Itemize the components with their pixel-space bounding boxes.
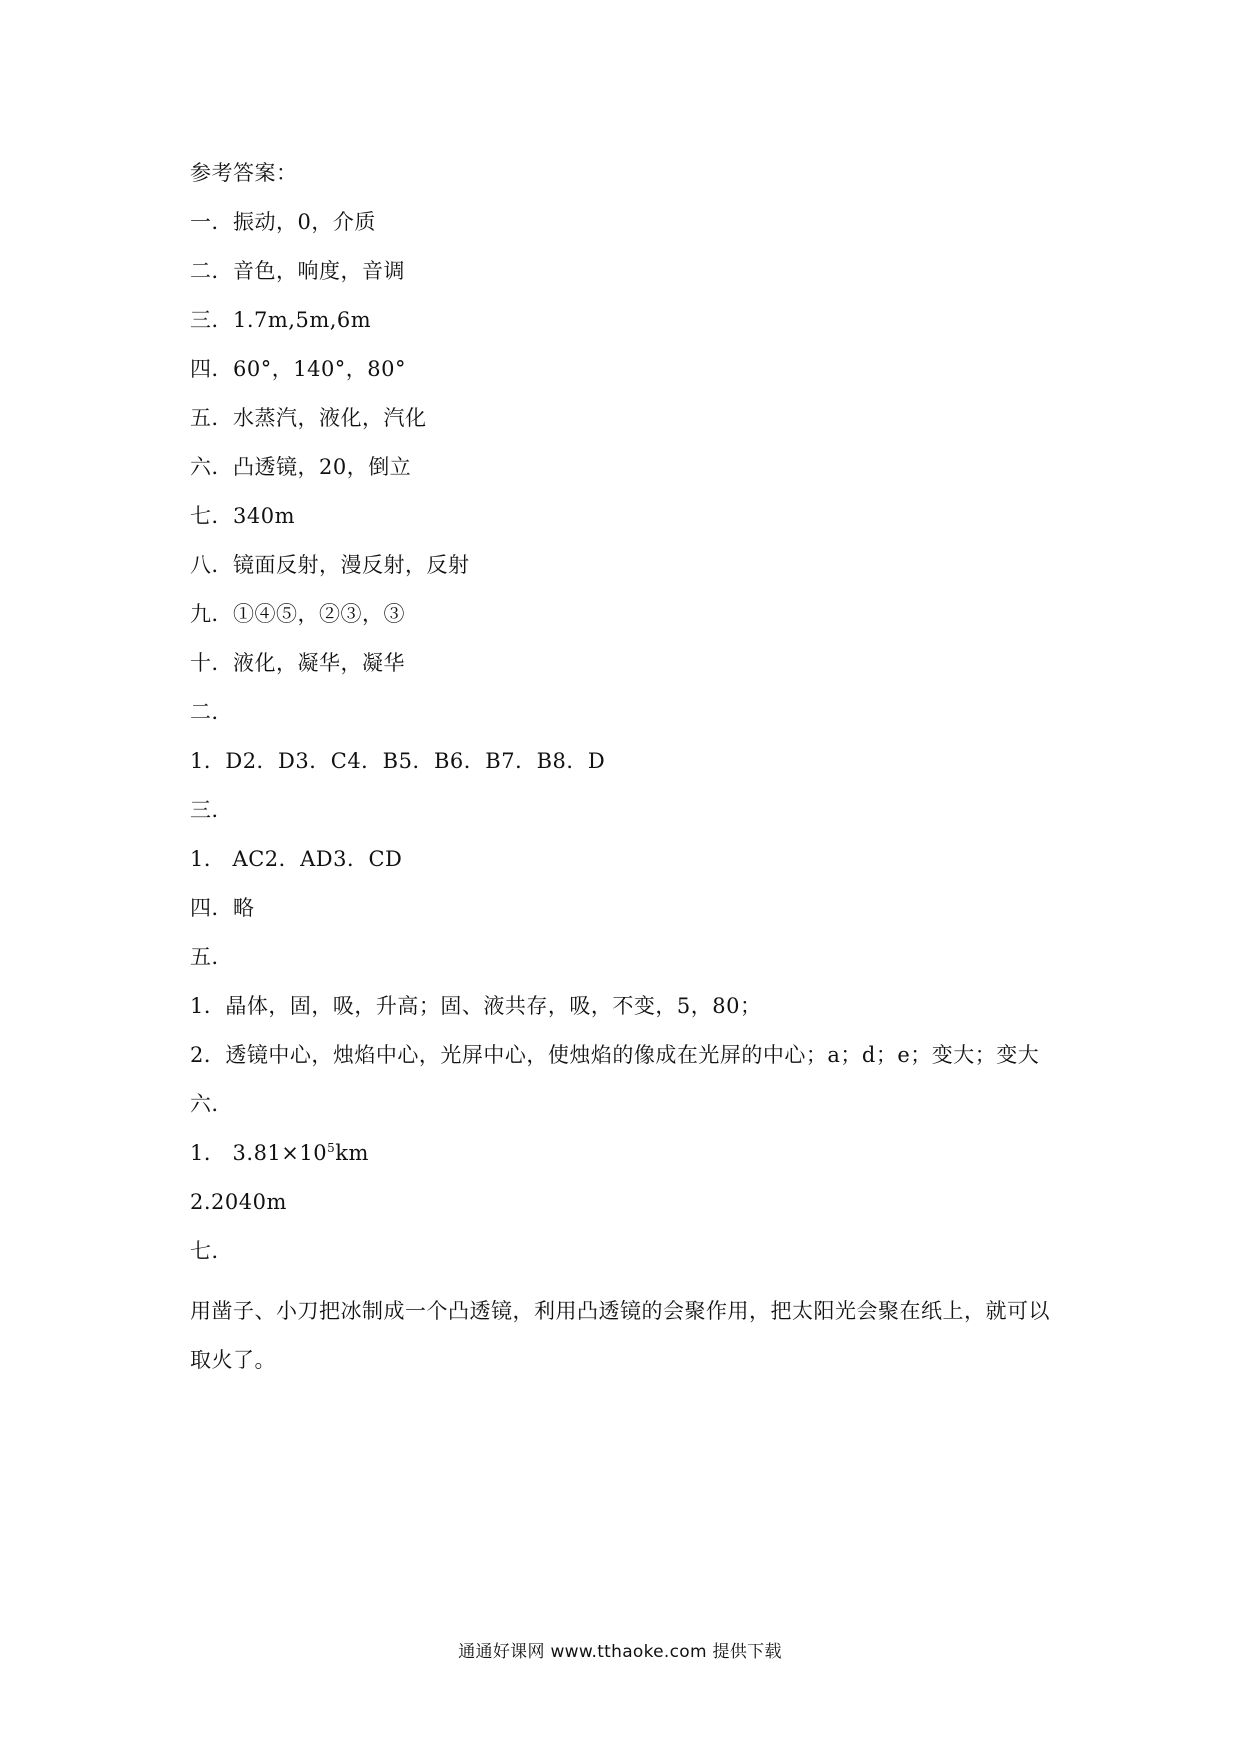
answer-line: 一．振动，0，介质 xyxy=(190,210,376,234)
answer-line: 四．略 xyxy=(190,896,255,920)
answer-heading: 参考答案： xyxy=(190,161,298,185)
answer-line: 1．晶体，固，吸，升高；固、液共存，吸，不变，5，80； xyxy=(190,994,762,1018)
section-heading: 七． xyxy=(190,1239,233,1263)
answer-line: 七．340m xyxy=(190,504,295,528)
answer-line-scientific xyxy=(190,1140,1070,1189)
answer-exponent: 5 xyxy=(327,1141,336,1155)
answer-line: 五．水蒸汽，液化，汽化 xyxy=(190,406,427,430)
footer-credit: 通通好课网 www.tthaoke.com 提供下载 xyxy=(458,1642,782,1662)
section-heading: 三． xyxy=(190,798,233,822)
answer-line: 2．透镜中心，烛焰中心，光屏中心，使烛焰的像成在光屏的中心；a；d；e；变大；变大 xyxy=(190,1043,1040,1067)
answer-line: 1．D2．D3．C4．B5．B6．B7．B8．D xyxy=(190,749,606,773)
answer-line: 六．凸透镜，20，倒立 xyxy=(190,455,412,479)
final-answer-paragraph: 用凿子、小刀把冰制成一个凸透镜，利用凸透镜的会聚作用，把太阳光会聚在纸上，就可以取火了。 xyxy=(190,1299,1050,1372)
answer-line: 二．音色，响度，音调 xyxy=(190,259,405,283)
answer-line: 十．液化，凝华，凝华 xyxy=(190,651,405,675)
answer-line: 四．60°，140°，80° xyxy=(190,357,407,381)
answer-line: 2.2040m xyxy=(190,1190,287,1214)
answer-unit: km xyxy=(335,1141,369,1165)
section-heading: 五． xyxy=(190,945,233,969)
answer-prefix: 1． 3.81×10 xyxy=(190,1141,328,1165)
section-heading: 六． xyxy=(190,1092,233,1116)
answer-line: 1． AC2．AD3．CD xyxy=(190,847,403,871)
answer-line: 九．①④⑤，②③，③ xyxy=(190,602,405,626)
answer-content xyxy=(190,160,1070,1385)
section-heading: 二． xyxy=(190,700,233,724)
answer-line: 八．镜面反射，漫反射，反射 xyxy=(190,553,470,577)
answer-line: 三．1.7m,5m,6m xyxy=(190,308,372,332)
